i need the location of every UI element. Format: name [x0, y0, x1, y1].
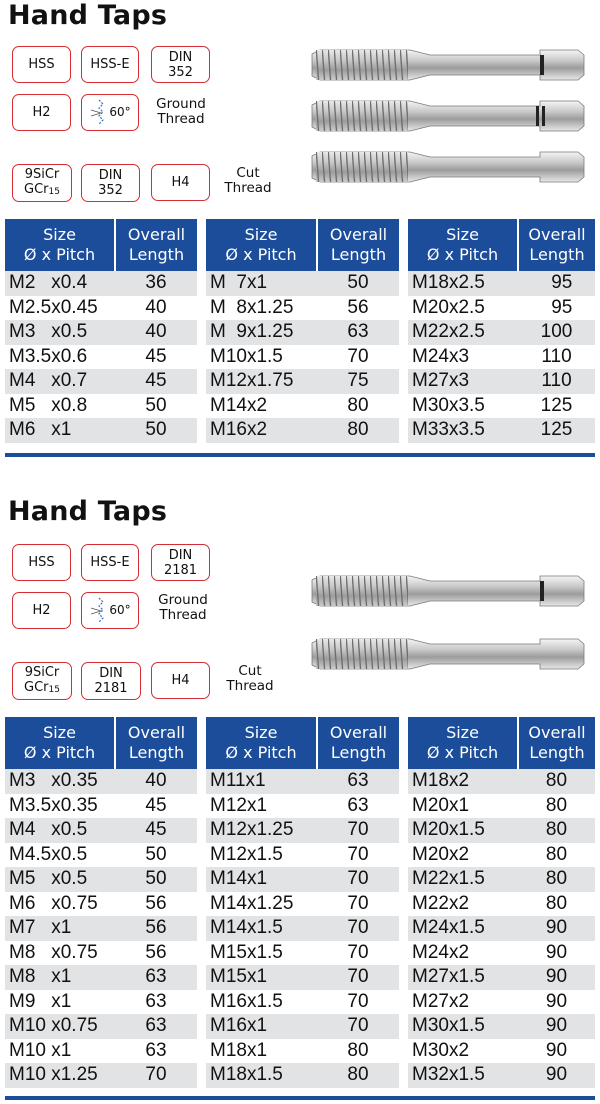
size-cell: M10 x1 [5, 1039, 115, 1064]
table-row [5, 867, 197, 892]
table-row [5, 818, 197, 843]
badge-material [12, 164, 72, 202]
length-cell: 45 [115, 345, 197, 370]
size-table-col2 [206, 717, 399, 1088]
length-cell: 90 [518, 965, 595, 990]
table-row [408, 941, 595, 966]
badge-hss: HSS [12, 46, 71, 83]
badge-h2: H2 [12, 94, 71, 131]
table-row [5, 320, 197, 345]
size-table-col3 [408, 717, 595, 1088]
ground-caption-line2: Thread [159, 607, 207, 623]
table-row [408, 345, 595, 370]
size-cell: M 8x1.25 [206, 296, 317, 321]
length-cell: 80 [518, 769, 595, 794]
table-row [408, 769, 595, 794]
table-row [408, 867, 595, 892]
length-cell: 63 [115, 990, 197, 1015]
badge-din-b-line2: 352 [98, 183, 123, 198]
size-cell: M7 x1 [5, 916, 115, 941]
hand-tap-image-2 [310, 635, 590, 675]
table-row [408, 916, 595, 941]
section-title: Hand Taps [8, 0, 168, 31]
length-cell: 63 [317, 794, 399, 819]
table-row [5, 369, 197, 394]
table-row [408, 794, 595, 819]
section-title: Hand Taps [8, 496, 168, 527]
table-row [5, 769, 197, 794]
table-row [5, 296, 197, 321]
hand-tap-image-1 [310, 572, 590, 612]
table-row [408, 320, 595, 345]
length-cell: 45 [115, 818, 197, 843]
badge-din-line1: DIN [168, 547, 193, 563]
table-row [206, 369, 399, 394]
size-cell: M27x1.5 [408, 965, 518, 990]
size-cell: M11x1 [206, 769, 317, 794]
ground-thread-caption [150, 97, 212, 127]
size-cell: M12x1 [206, 794, 317, 819]
size-cell: M10x1.5 [206, 345, 317, 370]
size-cell: M20x1.5 [408, 818, 518, 843]
size-table-col1 [5, 219, 197, 443]
length-header: Overall Length [115, 219, 197, 271]
size-header: Size Ø x Pitch [5, 717, 115, 769]
thread-profile-icon [89, 596, 109, 626]
cut-caption-line1: Cut [238, 663, 262, 679]
ground-caption-line2: Thread [157, 111, 205, 127]
size-header: Size Ø x Pitch [206, 219, 317, 271]
size-cell: M2.5x0.45 [5, 296, 115, 321]
table-row [206, 843, 399, 868]
length-cell: 80 [518, 794, 595, 819]
table-row [206, 394, 399, 419]
size-cell: M4 x0.5 [5, 818, 115, 843]
badge-din [151, 544, 210, 581]
hand-tap-image-3 [310, 148, 590, 188]
hand-taps-section-1 [0, 0, 600, 470]
size-cell: M15x1 [206, 965, 317, 990]
size-cell: M20x2.5 [408, 296, 518, 321]
length-cell: 40 [115, 769, 197, 794]
badge-material-line1: 9SiCr [24, 166, 60, 182]
length-cell: 110 [518, 369, 595, 394]
length-cell: 80 [518, 892, 595, 917]
length-cell: 56 [115, 941, 197, 966]
length-cell: 100 [518, 320, 595, 345]
size-cell: M33x3.5 [408, 418, 518, 443]
hand-tap-image-2 [310, 97, 590, 137]
badge-din-line1: DIN [168, 49, 193, 65]
size-cell: M10 x1.25 [5, 1063, 115, 1088]
table-row [408, 818, 595, 843]
size-cell: M20x2 [408, 843, 518, 868]
thread-angle-label: 60° [109, 603, 131, 617]
length-cell: 40 [115, 296, 197, 321]
size-table-col2 [206, 219, 399, 443]
length-header: Overall Length [317, 219, 399, 271]
length-cell: 50 [317, 271, 399, 296]
table-row [206, 794, 399, 819]
length-cell: 63 [115, 1014, 197, 1039]
section-bottom-rule [5, 1096, 595, 1100]
size-cell: M3 x0.35 [5, 769, 115, 794]
length-cell: 50 [115, 843, 197, 868]
table-row [5, 916, 197, 941]
size-cell: M 9x1.25 [206, 320, 317, 345]
length-cell: 50 [115, 867, 197, 892]
length-cell: 70 [317, 1014, 399, 1039]
length-cell: 95 [518, 296, 595, 321]
size-cell: M22x1.5 [408, 867, 518, 892]
table-row [408, 394, 595, 419]
badge-thread-angle [81, 592, 139, 629]
table-row [408, 1014, 595, 1039]
length-cell: 90 [518, 1014, 595, 1039]
table-row [206, 418, 399, 443]
table-row [206, 1063, 399, 1088]
size-cell: M16x2 [206, 418, 317, 443]
badge-h4: H4 [151, 164, 210, 201]
size-cell: M6 x0.75 [5, 892, 115, 917]
table-row [408, 1039, 595, 1064]
badge-h2: H2 [12, 592, 71, 629]
length-cell: 80 [518, 867, 595, 892]
thread-angle-label: 60° [109, 105, 131, 119]
cut-caption-line2: Thread [226, 678, 274, 694]
size-cell: M18x1 [206, 1039, 317, 1064]
badge-material-line1: 9SiCr [24, 664, 60, 680]
length-cell: 63 [115, 1039, 197, 1064]
table-row [206, 345, 399, 370]
table-row [206, 320, 399, 345]
table-row [5, 941, 197, 966]
size-cell: M15x1.5 [206, 941, 317, 966]
badge-h4: H4 [151, 662, 210, 699]
size-cell: M8 x0.75 [5, 941, 115, 966]
length-header: Overall Length [317, 717, 399, 769]
size-cell: M8 x1 [5, 965, 115, 990]
table-row [206, 965, 399, 990]
badge-din-line2: 2181 [163, 562, 198, 578]
size-cell: M27x2 [408, 990, 518, 1015]
size-cell: M5 x0.5 [5, 867, 115, 892]
hand-taps-section-2 [0, 496, 600, 1104]
badge-hss: HSS [12, 544, 71, 581]
table-row [408, 965, 595, 990]
size-cell: M12x1.75 [206, 369, 317, 394]
size-cell: M 7x1 [206, 271, 317, 296]
size-table-col1 [5, 717, 197, 1088]
badge-din-line2: 352 [168, 64, 193, 80]
size-cell: M14x1.5 [206, 916, 317, 941]
length-cell: 125 [518, 418, 595, 443]
length-cell: 95 [518, 271, 595, 296]
size-cell: M22x2.5 [408, 320, 518, 345]
length-cell: 80 [317, 394, 399, 419]
length-cell: 80 [518, 818, 595, 843]
size-cell: M32x1.5 [408, 1063, 518, 1088]
length-cell: 70 [317, 867, 399, 892]
ground-caption-line1: Ground [156, 96, 206, 112]
badge-din-b-line1: DIN [98, 168, 123, 183]
length-cell: 80 [317, 1039, 399, 1064]
size-cell: M12x1.5 [206, 843, 317, 868]
size-cell: M30x2 [408, 1039, 518, 1064]
table-row [206, 867, 399, 892]
size-cell: M14x2 [206, 394, 317, 419]
length-cell: 80 [518, 843, 595, 868]
size-cell: M27x3 [408, 369, 518, 394]
badge-material-line2: GCr [24, 679, 49, 695]
length-cell: 56 [317, 296, 399, 321]
size-header: Size Ø x Pitch [408, 717, 518, 769]
length-cell: 63 [317, 769, 399, 794]
badge-hss-e: HSS-E [81, 46, 139, 83]
length-cell: 45 [115, 794, 197, 819]
length-cell: 50 [115, 418, 197, 443]
table-row [408, 990, 595, 1015]
length-cell: 70 [115, 1063, 197, 1088]
size-cell: M14x1.25 [206, 892, 317, 917]
length-cell: 40 [115, 320, 197, 345]
badge-material-sub: 15 [48, 186, 60, 197]
size-cell: M18x2 [408, 769, 518, 794]
table-row [408, 843, 595, 868]
length-cell: 90 [518, 941, 595, 966]
table-row [408, 892, 595, 917]
size-cell: M3 x0.5 [5, 320, 115, 345]
size-table-col3 [408, 219, 595, 443]
table-row [5, 271, 197, 296]
badge-hss-e: HSS-E [81, 544, 139, 581]
length-cell: 90 [518, 1039, 595, 1064]
table-row [5, 1014, 197, 1039]
size-cell: M24x2 [408, 941, 518, 966]
cut-thread-caption [220, 664, 280, 694]
length-cell: 110 [518, 345, 595, 370]
badge-din-b [81, 662, 141, 700]
length-cell: 70 [317, 965, 399, 990]
table-row [5, 418, 197, 443]
table-row [408, 1063, 595, 1088]
table-row [206, 916, 399, 941]
table-row [408, 369, 595, 394]
length-cell: 70 [317, 916, 399, 941]
hand-tap-image-1 [310, 46, 590, 86]
table-row [5, 394, 197, 419]
size-cell: M24x1.5 [408, 916, 518, 941]
table-row [206, 769, 399, 794]
length-cell: 36 [115, 271, 197, 296]
section-bottom-rule [5, 453, 595, 457]
size-header: Size Ø x Pitch [408, 219, 518, 271]
size-cell: M3.5x0.35 [5, 794, 115, 819]
size-cell: M18x1.5 [206, 1063, 317, 1088]
table-row [5, 1063, 197, 1088]
length-cell: 70 [317, 843, 399, 868]
cut-caption-line1: Cut [236, 165, 260, 181]
badge-thread-angle [81, 94, 139, 131]
table-row [5, 1039, 197, 1064]
badge-material-sub: 15 [48, 684, 60, 695]
size-header: Size Ø x Pitch [5, 219, 115, 271]
size-cell: M2 x0.4 [5, 271, 115, 296]
length-cell: 56 [115, 916, 197, 941]
thread-profile-icon [89, 98, 109, 128]
length-cell: 50 [115, 394, 197, 419]
length-header: Overall Length [115, 717, 197, 769]
cut-thread-caption [218, 166, 278, 196]
badge-din-b-line2: 2181 [94, 681, 128, 696]
size-cell: M30x1.5 [408, 1014, 518, 1039]
table-row [206, 941, 399, 966]
table-row [206, 296, 399, 321]
length-cell: 70 [317, 818, 399, 843]
length-cell: 90 [518, 1063, 595, 1088]
badge-material-line2: GCr [24, 181, 49, 197]
length-header: Overall Length [518, 219, 595, 271]
badge-din-b-line1: DIN [99, 666, 123, 681]
size-cell: M24x3 [408, 345, 518, 370]
badge-din-b [81, 164, 140, 202]
size-cell: M30x3.5 [408, 394, 518, 419]
size-cell: M4.5x0.5 [5, 843, 115, 868]
length-cell: 63 [317, 320, 399, 345]
size-cell: M5 x0.8 [5, 394, 115, 419]
length-cell: 75 [317, 369, 399, 394]
size-cell: M6 x1 [5, 418, 115, 443]
length-header: Overall Length [518, 717, 595, 769]
cut-caption-line2: Thread [224, 180, 272, 196]
length-cell: 63 [115, 965, 197, 990]
table-row [206, 1039, 399, 1064]
table-row [5, 843, 197, 868]
length-cell: 70 [317, 990, 399, 1015]
ground-caption-line1: Ground [158, 592, 208, 608]
badge-din [151, 46, 210, 83]
length-cell: 80 [317, 418, 399, 443]
size-cell: M20x1 [408, 794, 518, 819]
length-cell: 80 [317, 1063, 399, 1088]
table-row [5, 345, 197, 370]
size-header: Size Ø x Pitch [206, 717, 317, 769]
ground-thread-caption [152, 593, 214, 623]
table-row [5, 965, 197, 990]
length-cell: 70 [317, 941, 399, 966]
badge-material [12, 662, 72, 700]
size-cell: M9 x1 [5, 990, 115, 1015]
table-row [408, 271, 595, 296]
table-row [206, 892, 399, 917]
size-cell: M3.5x0.6 [5, 345, 115, 370]
length-cell: 90 [518, 990, 595, 1015]
size-cell: M4 x0.7 [5, 369, 115, 394]
size-cell: M14x1 [206, 867, 317, 892]
size-cell: M18x2.5 [408, 271, 518, 296]
table-row [206, 818, 399, 843]
size-cell: M16x1.5 [206, 990, 317, 1015]
length-cell: 125 [518, 394, 595, 419]
length-cell: 45 [115, 369, 197, 394]
size-cell: M12x1.25 [206, 818, 317, 843]
table-row [5, 990, 197, 1015]
length-cell: 56 [115, 892, 197, 917]
length-cell: 70 [317, 345, 399, 370]
table-row [206, 271, 399, 296]
table-row [5, 794, 197, 819]
table-row [206, 1014, 399, 1039]
table-row [206, 990, 399, 1015]
length-cell: 70 [317, 892, 399, 917]
table-row [408, 418, 595, 443]
size-cell: M10 x0.75 [5, 1014, 115, 1039]
table-row [5, 892, 197, 917]
length-cell: 90 [518, 916, 595, 941]
table-row [408, 296, 595, 321]
size-cell: M16x1 [206, 1014, 317, 1039]
size-cell: M22x2 [408, 892, 518, 917]
